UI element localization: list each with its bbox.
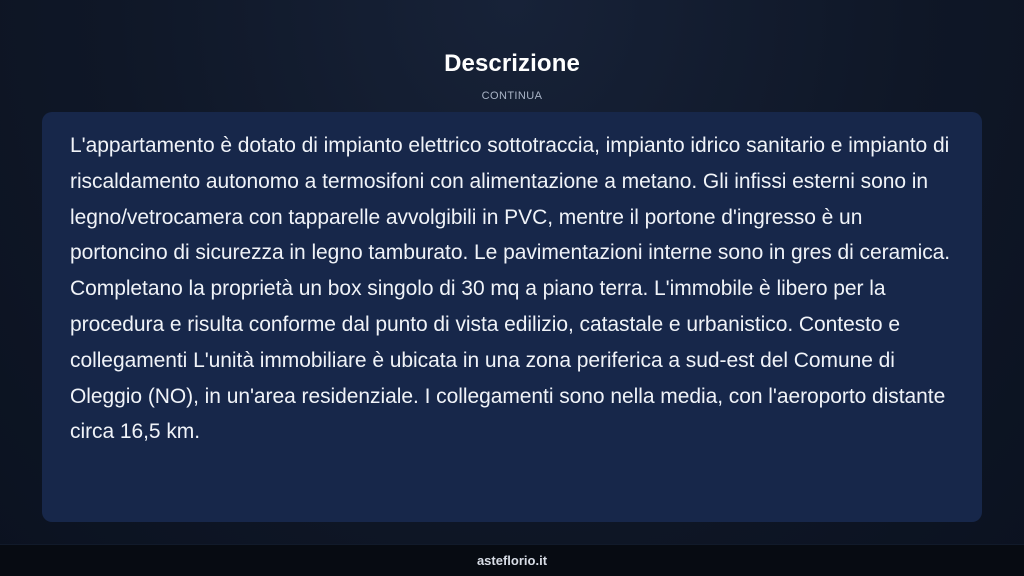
page-title: Descrizione (444, 50, 580, 77)
description-card (42, 112, 982, 522)
continuation-label: CONTINUA (481, 90, 543, 102)
description-text: L'appartamento è dotato di impianto elettrico sottotraccia, impianto idrico sanitario e impianto di riscaldamento autonomo a termosifoni con alimentazione a metano. Gli infissi esterni sono in legno/vetrocamera con tapparelle avvolgibili in PVC, mentre il portone d'ingresso è un portoncino di sicurezza in legno tamburato. Le pavimentazioni interne sono in gres di ceramica. Completano la proprietà un box singolo di 30 mq a piano terra. L'immobile è libero per la procedura e risulta conforme dal punto di vista edilizio, catastale e urbanistico. Contesto e collegamenti L'unità immobiliare è ubicata in una zona periferica a sud-est del Comune di Oleggio (NO), in un'area residenziale. I collegamenti sono nella media, con l'aeroporto distante circa 16,5 km. (70, 134, 951, 444)
footer-bar (0, 544, 1024, 576)
site-brand: asteflorio.it (476, 553, 548, 568)
page-header (0, 50, 1024, 102)
